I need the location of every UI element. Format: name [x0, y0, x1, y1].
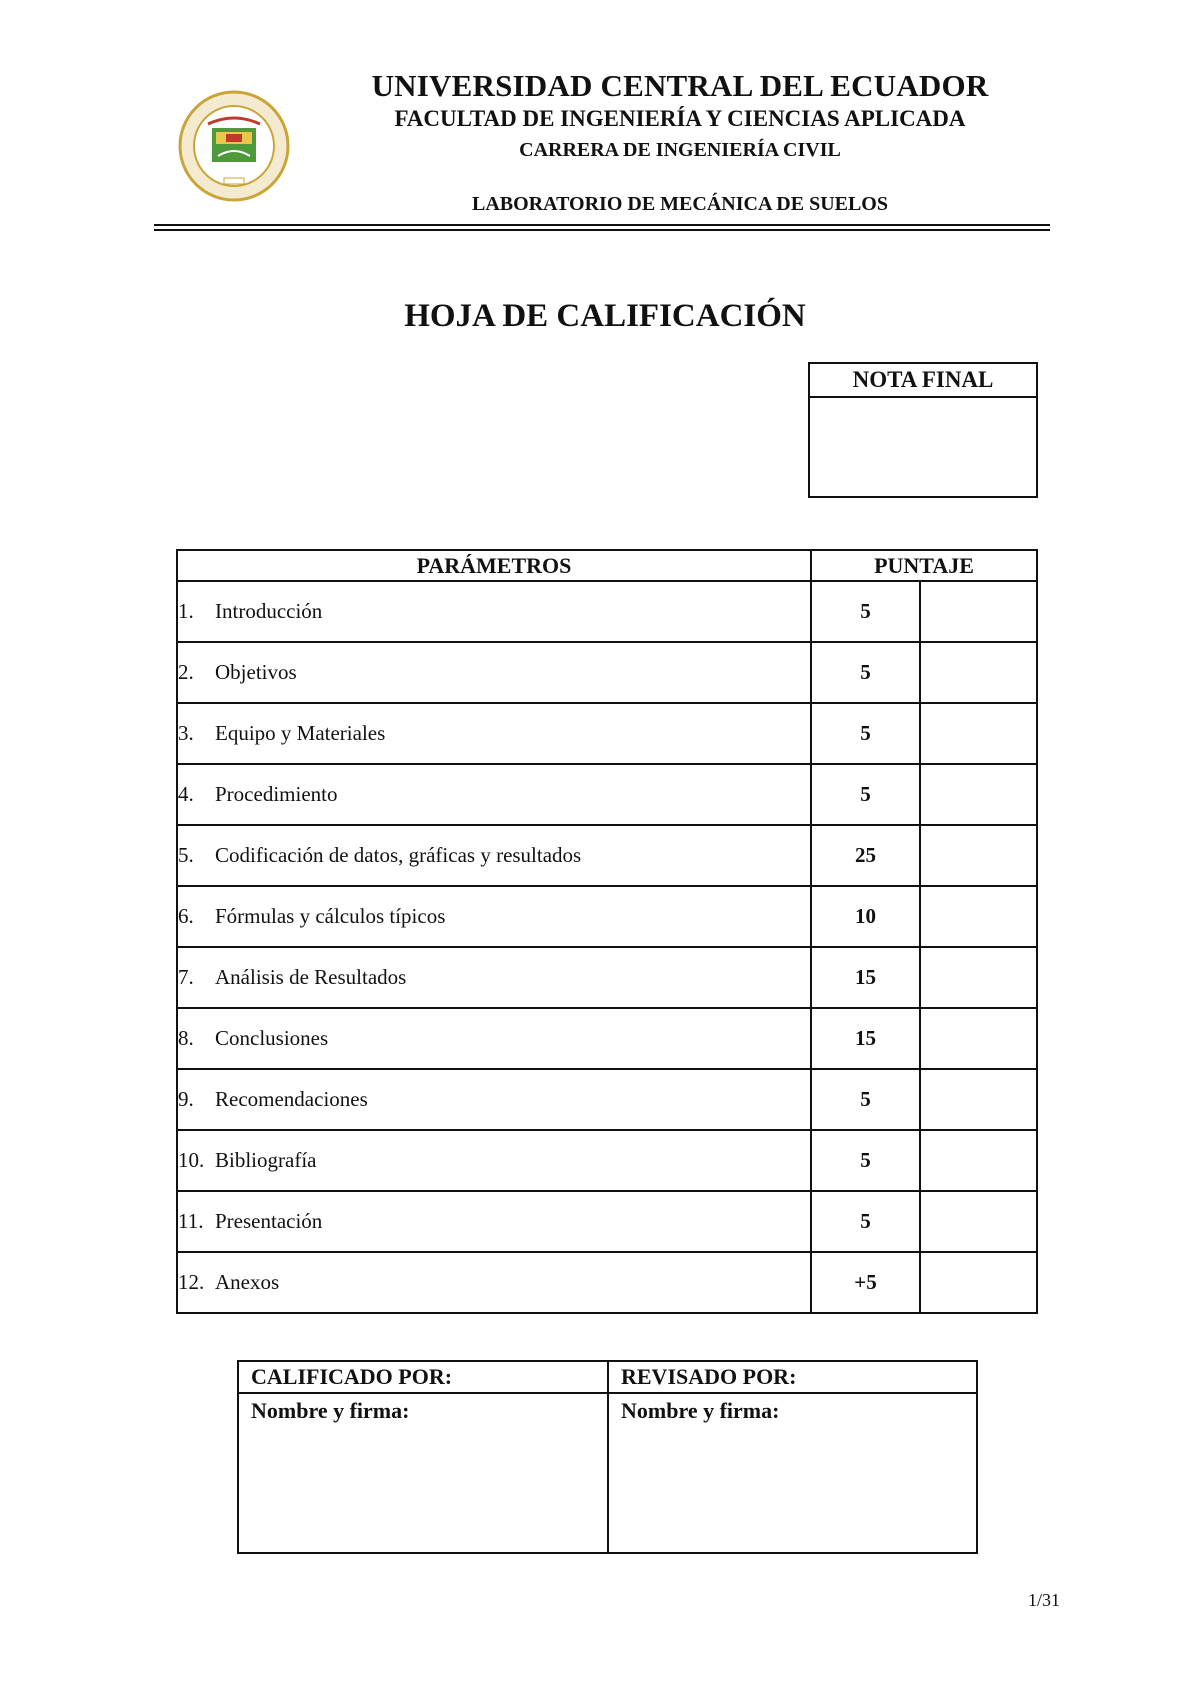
max-points-cell: 15 — [811, 947, 920, 1008]
parameter-cell — [177, 1252, 811, 1313]
graded-by-signature-field[interactable] — [238, 1393, 608, 1553]
nota-final-value-field[interactable] — [810, 398, 1036, 498]
parameter-number: 7. — [178, 965, 194, 989]
table-row — [177, 825, 1037, 886]
parameter-cell — [177, 947, 811, 1008]
table-row — [177, 1008, 1037, 1069]
table-row — [177, 1069, 1037, 1130]
parameter-label: Análisis de Resultados — [215, 965, 407, 989]
parameter-number: 5. — [178, 843, 194, 867]
grading-table-header — [177, 550, 1037, 581]
grading-table-body — [177, 581, 1037, 1313]
parameter-number: 11. — [178, 1209, 204, 1233]
score-input-cell[interactable] — [920, 1252, 1037, 1313]
career-name: CARRERA DE INGENIERÍA CIVIL — [519, 139, 841, 161]
table-row — [177, 1252, 1037, 1313]
parameter-label: Bibliografía — [215, 1148, 317, 1172]
parameter-cell — [177, 764, 811, 825]
table-row — [177, 764, 1037, 825]
parameter-cell — [177, 581, 811, 642]
table-row — [177, 886, 1037, 947]
score-input-cell[interactable] — [920, 1130, 1037, 1191]
score-input-cell[interactable] — [920, 764, 1037, 825]
parameter-cell — [177, 1191, 811, 1252]
parameter-number: 8. — [178, 1026, 194, 1050]
parameter-cell — [177, 703, 811, 764]
header-divider-top — [154, 224, 1050, 226]
table-row — [177, 581, 1037, 642]
signature-header-row — [238, 1361, 977, 1393]
parameter-number: 3. — [178, 721, 194, 745]
parameter-cell — [177, 1130, 811, 1191]
parameter-label: Presentación — [215, 1209, 323, 1233]
table-row — [177, 947, 1037, 1008]
header-parameters: PARÁMETROS — [177, 550, 811, 581]
parameter-cell — [177, 886, 811, 947]
score-input-cell[interactable] — [920, 825, 1037, 886]
parameter-label: Fórmulas y cálculos típicos — [215, 904, 446, 928]
score-input-cell[interactable] — [920, 1069, 1037, 1130]
table-row — [177, 642, 1037, 703]
table-row — [177, 1191, 1037, 1252]
parameter-number: 12. — [178, 1270, 205, 1294]
parameter-label: Equipo y Materiales — [215, 721, 386, 745]
score-input-cell[interactable] — [920, 947, 1037, 1008]
max-points-cell: 5 — [811, 642, 920, 703]
graded-by-label: CALIFICADO POR: — [238, 1361, 608, 1393]
parameter-label: Procedimiento — [215, 782, 338, 806]
parameter-label: Introducción — [215, 599, 323, 623]
parameter-number: 10. — [178, 1148, 205, 1172]
parameter-number: 9. — [178, 1087, 194, 1111]
score-input-cell[interactable] — [920, 886, 1037, 947]
max-points-cell: 5 — [811, 1069, 920, 1130]
max-points-cell: 5 — [811, 1130, 920, 1191]
max-points-cell: 5 — [811, 581, 920, 642]
parameter-number: 4. — [178, 782, 194, 806]
parameter-cell — [177, 1008, 811, 1069]
parameter-cell — [177, 642, 811, 703]
max-points-cell: 5 — [811, 703, 920, 764]
parameter-number: 1. — [178, 599, 194, 623]
score-input-cell[interactable] — [920, 703, 1037, 764]
graded-by-name-sign-label: Nombre y firma: — [251, 1398, 410, 1423]
faculty-name: FACULTAD DE INGENIERÍA Y CIENCIAS APLICADA — [394, 106, 966, 131]
parameter-number: 6. — [178, 904, 194, 928]
nota-final-label: NOTA FINAL — [810, 364, 1036, 398]
university-name: UNIVERSIDAD CENTRAL DEL ECUADOR — [371, 68, 989, 103]
university-seal-logo — [178, 90, 290, 202]
parameter-label: Objetivos — [215, 660, 297, 684]
score-input-cell[interactable] — [920, 1191, 1037, 1252]
parameter-cell — [177, 1069, 811, 1130]
reviewed-by-signature-field[interactable] — [608, 1393, 977, 1553]
max-points-cell: 5 — [811, 764, 920, 825]
nota-final-box — [808, 362, 1038, 498]
score-input-cell[interactable] — [920, 581, 1037, 642]
score-input-cell[interactable] — [920, 642, 1037, 703]
signature-body-row — [238, 1393, 977, 1553]
table-row — [177, 1130, 1037, 1191]
page-number: 1/31 — [1028, 1590, 1061, 1610]
reviewed-by-label: REVISADO POR: — [608, 1361, 977, 1393]
max-points-cell: 15 — [811, 1008, 920, 1069]
document-title: HOJA DE CALIFICACIÓN — [404, 298, 806, 334]
header-score: PUNTAJE — [811, 550, 1037, 581]
parameter-label: Anexos — [215, 1270, 280, 1294]
parameter-label: Codificación de datos, gráficas y resultados — [215, 843, 582, 867]
grading-table — [176, 549, 1038, 1314]
score-input-cell[interactable] — [920, 1008, 1037, 1069]
max-points-cell: 10 — [811, 886, 920, 947]
max-points-cell: 5 — [811, 1191, 920, 1252]
header-divider-bottom — [154, 229, 1050, 231]
table-row — [177, 703, 1037, 764]
signature-table — [237, 1360, 978, 1554]
parameter-number: 2. — [178, 660, 194, 684]
seal-icon — [178, 90, 290, 202]
parameter-label: Conclusiones — [215, 1026, 329, 1050]
parameter-label: Recomendaciones — [215, 1087, 368, 1111]
max-points-cell: +5 — [811, 1252, 920, 1313]
reviewed-by-name-sign-label: Nombre y firma: — [621, 1398, 780, 1423]
parameter-cell — [177, 825, 811, 886]
max-points-cell: 25 — [811, 825, 920, 886]
laboratory-name: LABORATORIO DE MECÁNICA DE SUELOS — [471, 193, 888, 215]
